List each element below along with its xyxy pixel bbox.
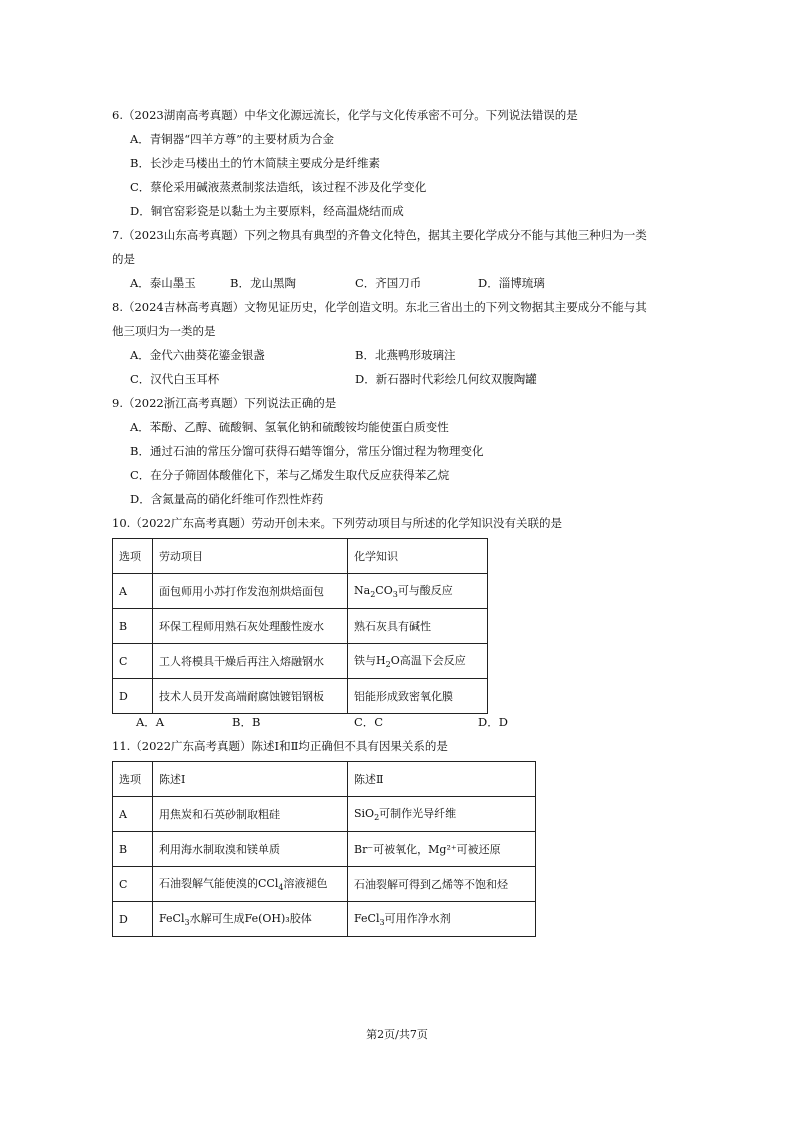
- option-cell: B: [113, 609, 153, 644]
- table-row: [113, 902, 536, 937]
- table-header-cell: 选项: [113, 762, 153, 797]
- question-10-choice-d: D．D: [478, 715, 508, 729]
- question-7-stem: [112, 223, 692, 271]
- labor-item-cell: 技术人员开发高端耐腐蚀镀铝钢板: [153, 679, 348, 714]
- option-cell: A: [113, 574, 153, 609]
- question-6-option-d: D．铜官窑彩瓷是以黏土为主要原料，经高温烧结而成: [130, 204, 404, 218]
- table-header-cell: 陈述Ⅰ: [153, 762, 348, 797]
- question-10-choice-b: B．B: [232, 715, 261, 729]
- table-row: [113, 644, 488, 679]
- table-header-cell: 化学知识: [348, 539, 488, 574]
- question-7-option-c: C．齐国刀币: [355, 276, 422, 290]
- question-10-stem: 10.（2022广东高考真题）劳动开创未来。下列劳动项目与所述的化学知识没有关联的是: [112, 516, 563, 530]
- statement-1-cell: 石油裂解气能使溴的CCl$_4$溶液褪色: [153, 867, 348, 902]
- statement-2-cell: 石油裂解可得到乙烯等不饱和烃: [348, 867, 536, 902]
- question-9-option-b: B．通过石油的常压分馏可获得石蜡等馏分，常压分馏过程为物理变化: [130, 444, 484, 458]
- question-6-option-a: A．青铜器“四羊方尊”的主要材质为合金: [130, 132, 335, 146]
- question-7-option-d: D．淄博琉璃: [478, 276, 545, 290]
- question-10-table: [112, 538, 488, 714]
- question-8-option-c: C．汉代白玉耳杯: [130, 372, 220, 386]
- knowledge-cell: $Na_2CO_3$可与酸反应: [348, 574, 488, 609]
- option-cell: B: [113, 832, 153, 867]
- table-header-row: [113, 539, 488, 574]
- question-11-table: [112, 761, 536, 937]
- option-cell: D: [113, 902, 153, 937]
- option-cell: C: [113, 867, 153, 902]
- question-8-option-a: A．金代六曲葵花鎏金银盏: [130, 348, 265, 362]
- question-6-stem: 6.（2023湖南高考真题）中华文化源远流长，化学与文化传承密不可分。下列说法错误的是: [112, 108, 578, 122]
- table-header-cell: 选项: [113, 539, 153, 574]
- statement-1-cell: FeCl$_3$水解可生成Fe(OH)₃胶体: [153, 902, 348, 937]
- labor-item-cell: 工人将模具干燥后再注入熔融钢水: [153, 644, 348, 679]
- knowledge-cell: 铁与$H_2O$高温下会反应: [348, 644, 488, 679]
- question-10-choice-c: C．C: [354, 715, 384, 729]
- knowledge-cell: 铝能形成致密氧化膜: [348, 679, 488, 714]
- table-header-row: [113, 762, 536, 797]
- statement-1-cell: 利用海水制取溴和镁单质: [153, 832, 348, 867]
- page-number: 第2页/共7页: [366, 1028, 428, 1041]
- table-row: [113, 797, 536, 832]
- question-8-option-d: D．新石器时代彩绘几何纹双腹陶罐: [355, 372, 537, 386]
- statement-2-cell: Br⁻可被氧化，Mg²⁺可被还原: [348, 832, 536, 867]
- option-cell: C: [113, 644, 153, 679]
- question-6-option-b: B．长沙走马楼出土的竹木简牍主要成分是纤维素: [130, 156, 380, 170]
- question-11-stem: 11.（2022广东高考真题）陈述Ⅰ和Ⅱ均正确但不具有因果关系的是: [112, 739, 448, 753]
- table-row: [113, 867, 536, 902]
- question-7-option-b: B．龙山黑陶: [230, 276, 296, 290]
- table-row: [113, 679, 488, 714]
- table-row: [113, 574, 488, 609]
- table-row: [113, 609, 488, 644]
- option-cell: D: [113, 679, 153, 714]
- table-header-cell: 陈述Ⅱ: [348, 762, 536, 797]
- labor-item-cell: 环保工程师用熟石灰处理酸性废水: [153, 609, 348, 644]
- statement-2-cell: FeCl$_3$可用作净水剂: [348, 902, 536, 937]
- statement-1-cell: 用焦炭和石英砂制取粗硅: [153, 797, 348, 832]
- question-8-option-b: B．北燕鸭形玻璃注: [355, 348, 456, 362]
- statement-2-cell: SiO$_2$可制作光导纤维: [348, 797, 536, 832]
- question-6-option-c: C．蔡伦采用碱液蒸煮制浆法造纸，该过程不涉及化学变化: [130, 180, 427, 194]
- question-9-stem: 9.（2022浙江高考真题）下列说法正确的是: [112, 396, 337, 410]
- table-header-cell: 劳动项目: [153, 539, 348, 574]
- question-7-stem-line-2: 的是: [112, 252, 135, 266]
- option-cell: A: [113, 797, 153, 832]
- question-8-stem: [112, 295, 692, 343]
- question-9-option-a: A．苯酚、乙醇、硫酸铜、氢氧化钠和硫酸铵均能使蛋白质变性: [130, 420, 449, 434]
- question-7-option-a: A．泰山墨玉: [130, 276, 196, 290]
- table-row: [113, 832, 536, 867]
- question-8-stem-line-1: 8.（2024吉林高考真题）文物见证历史，化学创造文明。东北三省出土的下列文物据其主要成分不能与其: [112, 300, 647, 314]
- question-9-option-d: D．含氮量高的硝化纤维可作烈性炸药: [130, 492, 324, 506]
- question-7-stem-line-1: 7.（2023山东高考真题）下列之物具有典型的齐鲁文化特色，据其主要化学成分不能与其他三种归为一类: [112, 228, 647, 242]
- labor-item-cell: 面包师用小苏打作发泡剂烘焙面包: [153, 574, 348, 609]
- knowledge-cell: 熟石灰具有碱性: [348, 609, 488, 644]
- question-8-stem-line-2: 他三项归为一类的是: [112, 324, 216, 338]
- question-10-choice-a: A．A: [136, 715, 165, 729]
- question-9-option-c: C．在分子筛固体酸催化下，苯与乙烯发生取代反应获得苯乙烷: [130, 468, 450, 482]
